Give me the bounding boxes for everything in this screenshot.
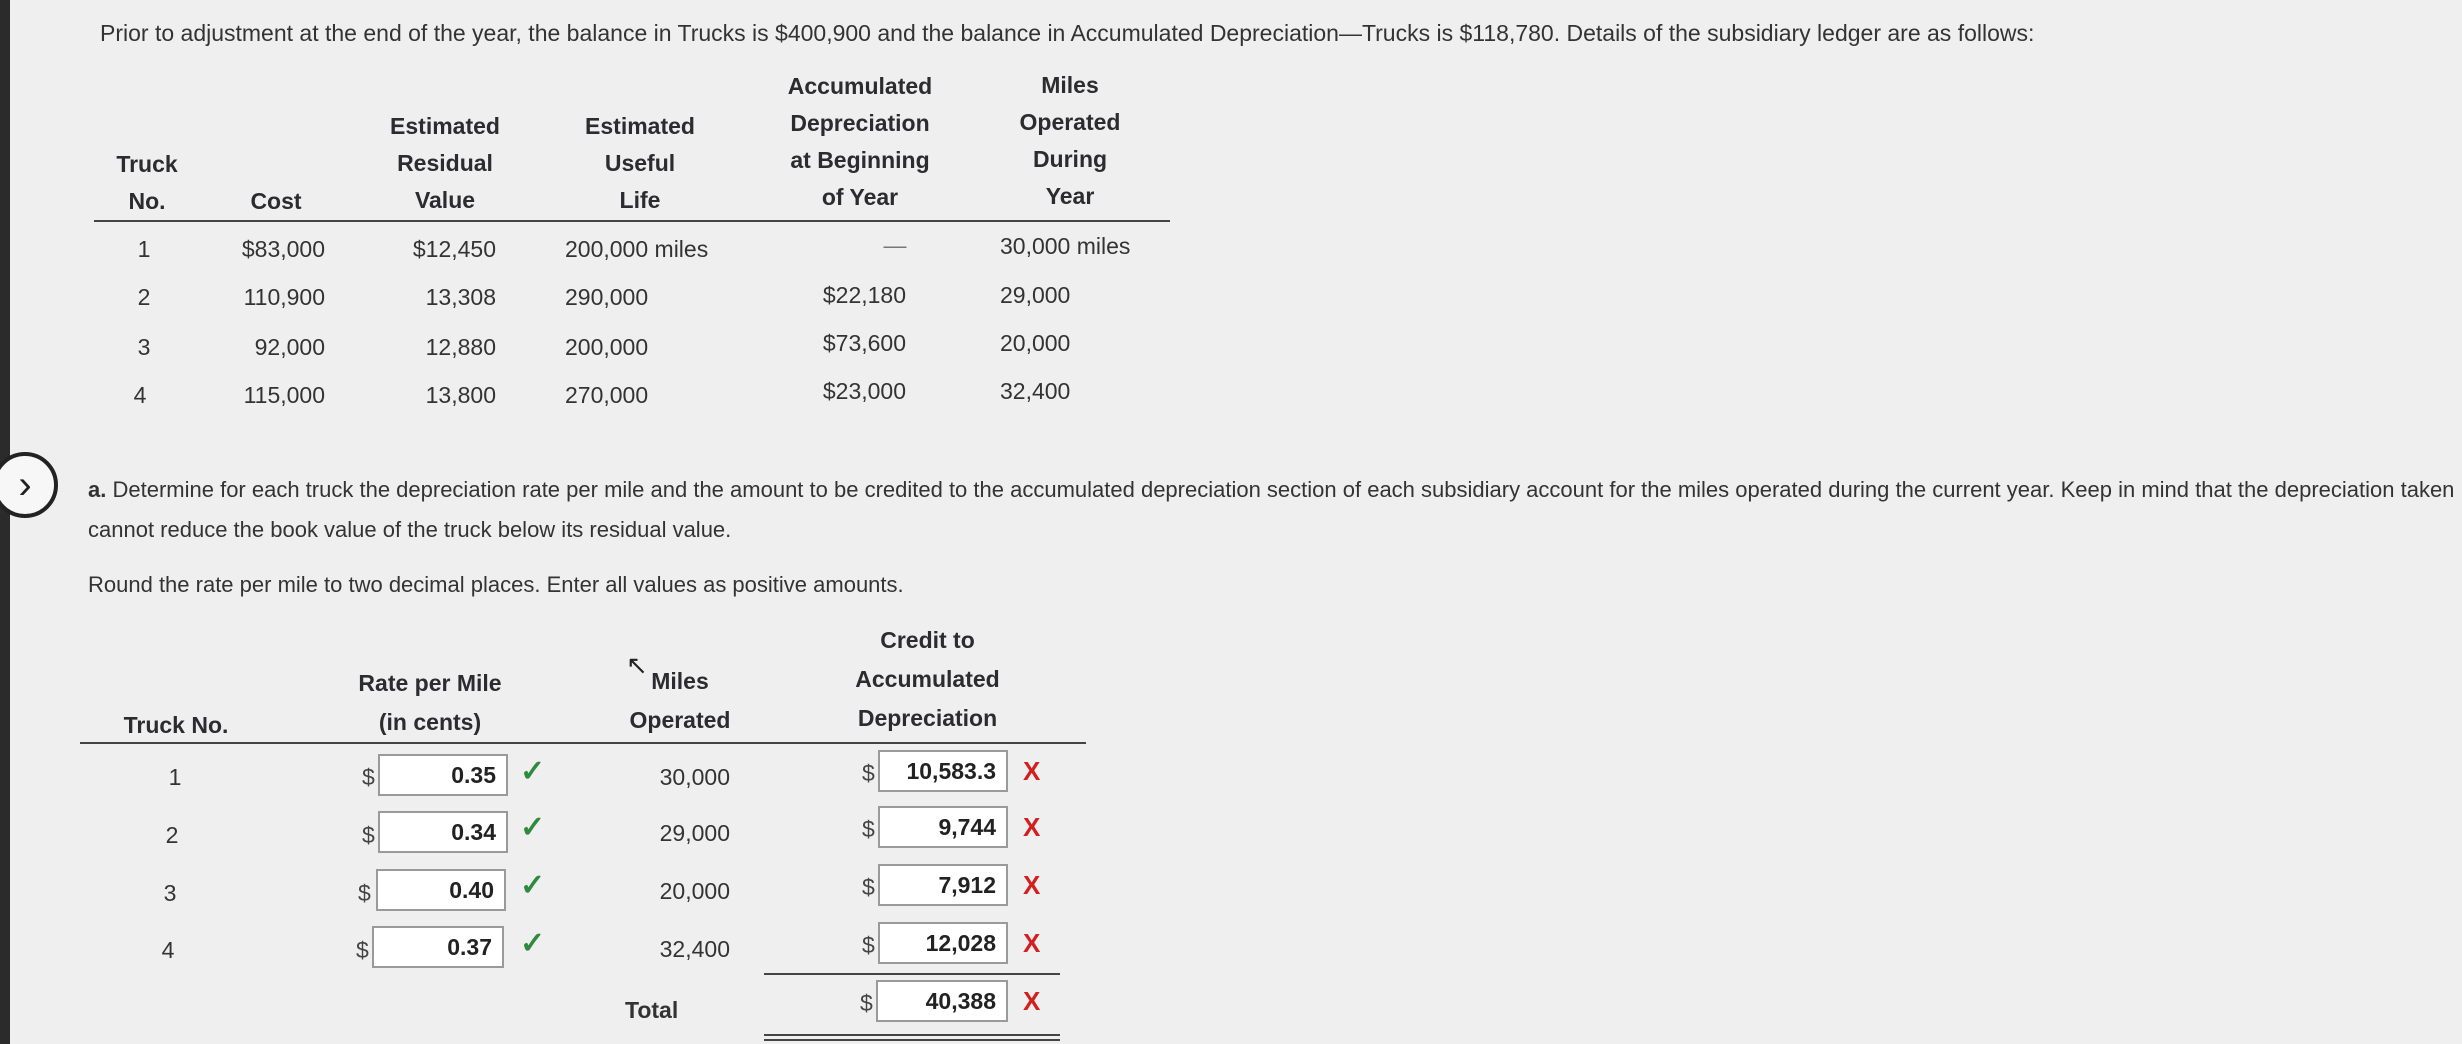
check-icon: ✓ [520, 869, 546, 902]
ledger-useful-life: 270,000 [565, 382, 649, 408]
answer-truck-no: 3 [163, 880, 177, 906]
credit-input[interactable]: 10,583.3 [878, 750, 1008, 792]
header-miles-operated [990, 67, 1150, 215]
ledger-cost: 92,000 [254, 334, 325, 360]
answer-miles: 29,000 [659, 820, 730, 846]
answer-header-rate [330, 664, 530, 742]
answer-header-truck-no [96, 706, 256, 745]
header-line: During [1032, 146, 1108, 172]
credit-input[interactable]: 7,912 [878, 864, 1008, 906]
currency-symbol: $ [362, 822, 375, 848]
answer-header-miles [600, 662, 760, 740]
header-line: Year [1045, 183, 1095, 209]
ledger-truck-no: 4 [133, 382, 147, 408]
header-line: Accumulated [787, 73, 933, 99]
answer-truck-no: 1 [168, 764, 182, 790]
header-line: Operated [629, 707, 731, 733]
header-line: Truck No. [123, 712, 229, 738]
ledger-miles: 20,000 [1000, 330, 1071, 356]
check-icon: ✓ [520, 811, 546, 844]
header-line: Cost [250, 188, 302, 214]
mouse-pointer-icon: ↖ [626, 650, 648, 680]
header-line: Miles [1041, 72, 1099, 98]
expand-nav-button[interactable] [0, 452, 58, 518]
answer-truck-no: 4 [161, 937, 175, 963]
currency-symbol: $ [862, 932, 875, 958]
header-line: Life [619, 187, 661, 213]
header-truck-no [100, 146, 194, 220]
header-line: Accumulated [855, 666, 1000, 692]
ledger-truck-no: 3 [137, 334, 151, 360]
answer-header-credit [830, 621, 1025, 738]
ledger-residual: 13,800 [425, 382, 496, 408]
currency-symbol: $ [862, 816, 875, 842]
total-label: Total [625, 997, 679, 1023]
header-line: (in cents) [378, 709, 482, 735]
total-rule [764, 973, 1060, 975]
double-rule-bottom [764, 1039, 1060, 1041]
ledger-useful-life: 200,000 [565, 334, 649, 360]
header-line: Depreciation [857, 705, 998, 731]
ledger-accum-dep: $22,180 [822, 282, 906, 308]
double-rule-top [764, 1034, 1060, 1036]
header-line: of Year [821, 184, 899, 210]
currency-symbol: $ [862, 760, 875, 786]
answer-header-rule [80, 742, 1086, 744]
header-line: at Beginning [790, 147, 930, 173]
ledger-miles: 29,000 [1000, 282, 1071, 308]
header-line: No. [128, 188, 166, 214]
x-icon: X [1023, 812, 1041, 842]
ledger-residual: 12,880 [425, 334, 496, 360]
ledger-useful-life: 200,000 miles [565, 236, 709, 262]
currency-symbol: $ [362, 764, 375, 790]
intro-text: Prior to adjustment at the end of the year, the balance in Trucks is $400,900 and the balance in Accumulated Depreciation—Trucks is $118,780. Details of the subsidiary ledger are as follows: [100, 20, 2035, 46]
rate-input[interactable]: 0.37 [372, 926, 504, 968]
ledger-residual: $12,450 [412, 236, 496, 262]
header-residual [370, 108, 520, 219]
header-accum-dep [760, 68, 960, 216]
answer-miles: 32,400 [659, 936, 730, 962]
credit-input[interactable]: 9,744 [878, 806, 1008, 848]
credit-input[interactable]: 12,028 [878, 922, 1008, 964]
rate-input[interactable]: 0.34 [378, 811, 508, 853]
ledger-truck-no: 1 [137, 236, 151, 262]
answer-miles: 20,000 [659, 878, 730, 904]
header-line: Value [414, 187, 476, 213]
total-input[interactable]: 40,388 [876, 980, 1008, 1022]
check-icon: ✓ [520, 755, 546, 788]
currency-symbol: $ [356, 937, 369, 963]
ledger-accum-dep: $23,000 [822, 378, 906, 404]
ledger-miles: 32,400 [1000, 378, 1071, 404]
ledger-useful-life: 290,000 [565, 284, 649, 310]
ledger-truck-no: 2 [137, 284, 151, 310]
currency-symbol: $ [358, 880, 371, 906]
x-icon: X [1023, 928, 1041, 958]
currency-symbol: $ [862, 874, 875, 900]
header-useful-life [565, 108, 715, 219]
header-line: Estimated [585, 113, 695, 139]
header-line: Residual [397, 150, 493, 176]
header-line: Rate per Mile [358, 670, 502, 696]
left-edge-bar [0, 0, 10, 1044]
header-line: Depreciation [790, 110, 930, 136]
answer-truck-no: 2 [165, 822, 179, 848]
question-label: a. [88, 477, 107, 502]
x-icon: X [1023, 986, 1041, 1016]
x-icon: X [1023, 756, 1041, 786]
question-body: Determine for each truck the depreciation rate per mile and the amount to be credited to the accumulated depreciation section of each subsidiary account for the miles operated during the current year. Keep in mind that the depreciation taken cannot reduce the book value of the truck below its residual value. [88, 477, 2455, 542]
header-cost [226, 183, 326, 220]
answer-miles: 30,000 [659, 764, 730, 790]
header-line: Operated [1019, 109, 1121, 135]
instruction-text: Round the rate per mile to two decimal places. Enter all values as positive amounts. [88, 572, 904, 597]
x-icon: X [1023, 870, 1041, 900]
header-rule [94, 220, 1170, 222]
header-line: Miles [651, 668, 709, 694]
header-line: Truck [116, 151, 178, 177]
currency-symbol: $ [860, 990, 873, 1016]
question-text [88, 470, 2458, 550]
header-line: Estimated [390, 113, 500, 139]
header-line: Credit to [880, 627, 975, 653]
rate-input[interactable]: 0.35 [378, 754, 508, 796]
ledger-cost: $83,000 [241, 236, 325, 262]
ledger-residual: 13,308 [425, 284, 496, 310]
check-icon: ✓ [520, 927, 546, 960]
ledger-cost: 110,900 [243, 284, 325, 310]
ledger-miles: 30,000 miles [1000, 233, 1131, 259]
chevron-right-icon: › [18, 462, 32, 507]
ledger-cost: 115,000 [243, 382, 325, 408]
header-line: Useful [604, 150, 676, 176]
ledger-accum-dep: — [883, 232, 907, 258]
rate-input[interactable]: 0.40 [376, 869, 506, 911]
ledger-accum-dep: $73,600 [822, 330, 906, 356]
